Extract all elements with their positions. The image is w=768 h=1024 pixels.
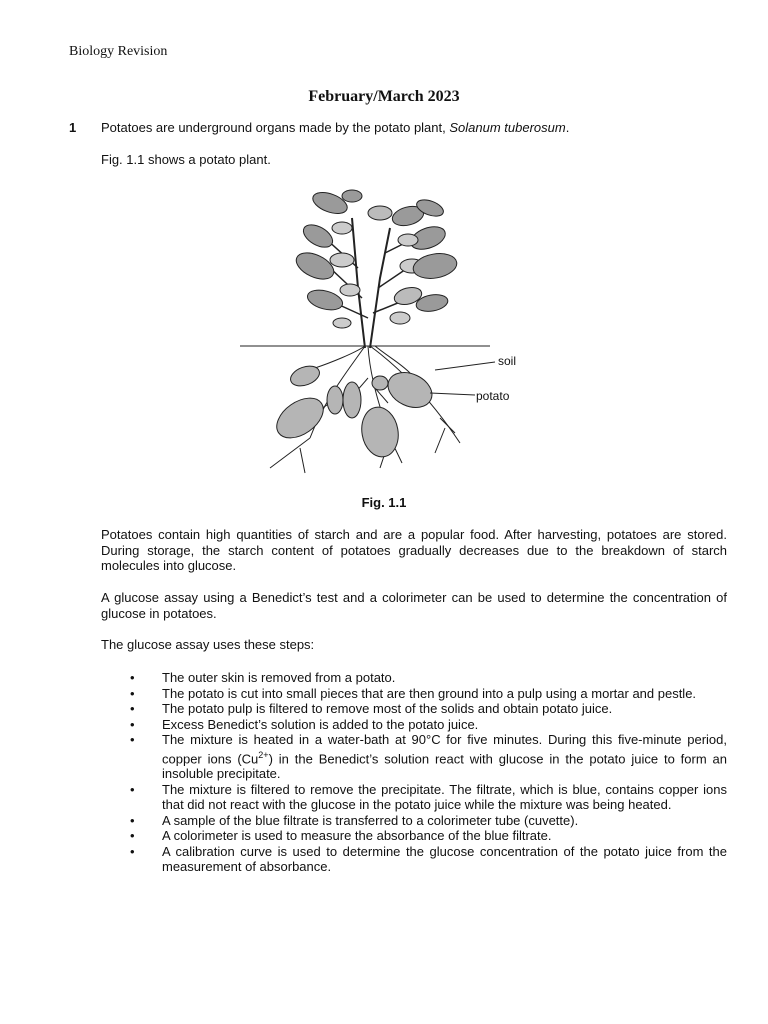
bullet: • xyxy=(130,701,135,716)
list-item: • Excess Benedict’s solution is added to the potato juice. xyxy=(130,716,479,732)
charge-superscript: 2+ xyxy=(258,749,269,760)
bullet: • xyxy=(130,781,135,797)
list-item: • A sample of the blue filtrate is transferred to a colorimeter tube (cuvette). xyxy=(130,812,579,828)
bullet: • xyxy=(130,828,135,844)
list-item: • The mixture is heated in a water-bath at 90°C for five minutes. During this five-minute period, copper ions $(Cu^{2+})$ in the Benedict’s solution react with glucose in the potato juice to form an insoluble precipitate. xyxy=(130,732,727,782)
figure-reference: Fig. 1.1 shows a potato plant. xyxy=(101,152,271,167)
bullet: • xyxy=(130,716,135,732)
paragraph-assay: A glucose assay using a Benedict’s test and a colorimeter can be used to determine the concentration of glucose in potatoes. xyxy=(101,590,727,621)
question-number: 1 xyxy=(69,120,77,135)
page-title: February/March 2023 xyxy=(308,88,460,105)
question-intro xyxy=(101,120,569,135)
soil-label: soil xyxy=(498,354,517,368)
list-item: • The potato is cut into small pieces that are then ground into a pulp using a mortar and pestle. xyxy=(130,685,697,701)
list-item: • The outer skin is removed from a potato. xyxy=(130,670,396,685)
question-intro-prefix: Potatoes are underground organs made by the potato plant, xyxy=(101,120,450,135)
question-intro-suffix: . xyxy=(565,120,570,135)
paragraph-storage: Potatoes contain high quantities of starch and are a popular food. After harvesting, potatoes are stored. During storage, the starch content of potatoes gradually decreases due to the breakdown of starch molecules into glucose. xyxy=(101,527,727,573)
bullet: • xyxy=(130,812,135,828)
bullet: • xyxy=(130,685,135,701)
bullet: • xyxy=(130,843,135,859)
list-item: • A colorimeter is used to measure the absorbance of the blue filtrate. xyxy=(130,828,552,844)
species-name: Solanum tuberosum xyxy=(449,120,566,135)
page-header: Biology Revision xyxy=(69,44,168,59)
list-item: • A calibration curve is used to determine the glucose concentration of the potato juice from the measurement of absorbance. xyxy=(130,843,727,875)
assay-steps-list xyxy=(101,670,727,875)
list-item: • The potato pulp is filtered to remove most of the solids and obtain potato juice. xyxy=(130,701,613,716)
figure-caption: Fig. 1.1 xyxy=(361,495,407,510)
paragraph-steps-intro: The glucose assay uses these steps: xyxy=(101,637,315,652)
potato-label: potato xyxy=(476,389,510,403)
bullet: • xyxy=(130,732,135,747)
potato-plant-figure xyxy=(230,178,530,478)
bullet: • xyxy=(130,670,135,685)
list-item: • The mixture is filtered to remove the precipitate. The filtrate, which is blue, contains copper ions that did not react with the glucose in the potato juice while the mixture was being heated. xyxy=(130,781,727,813)
